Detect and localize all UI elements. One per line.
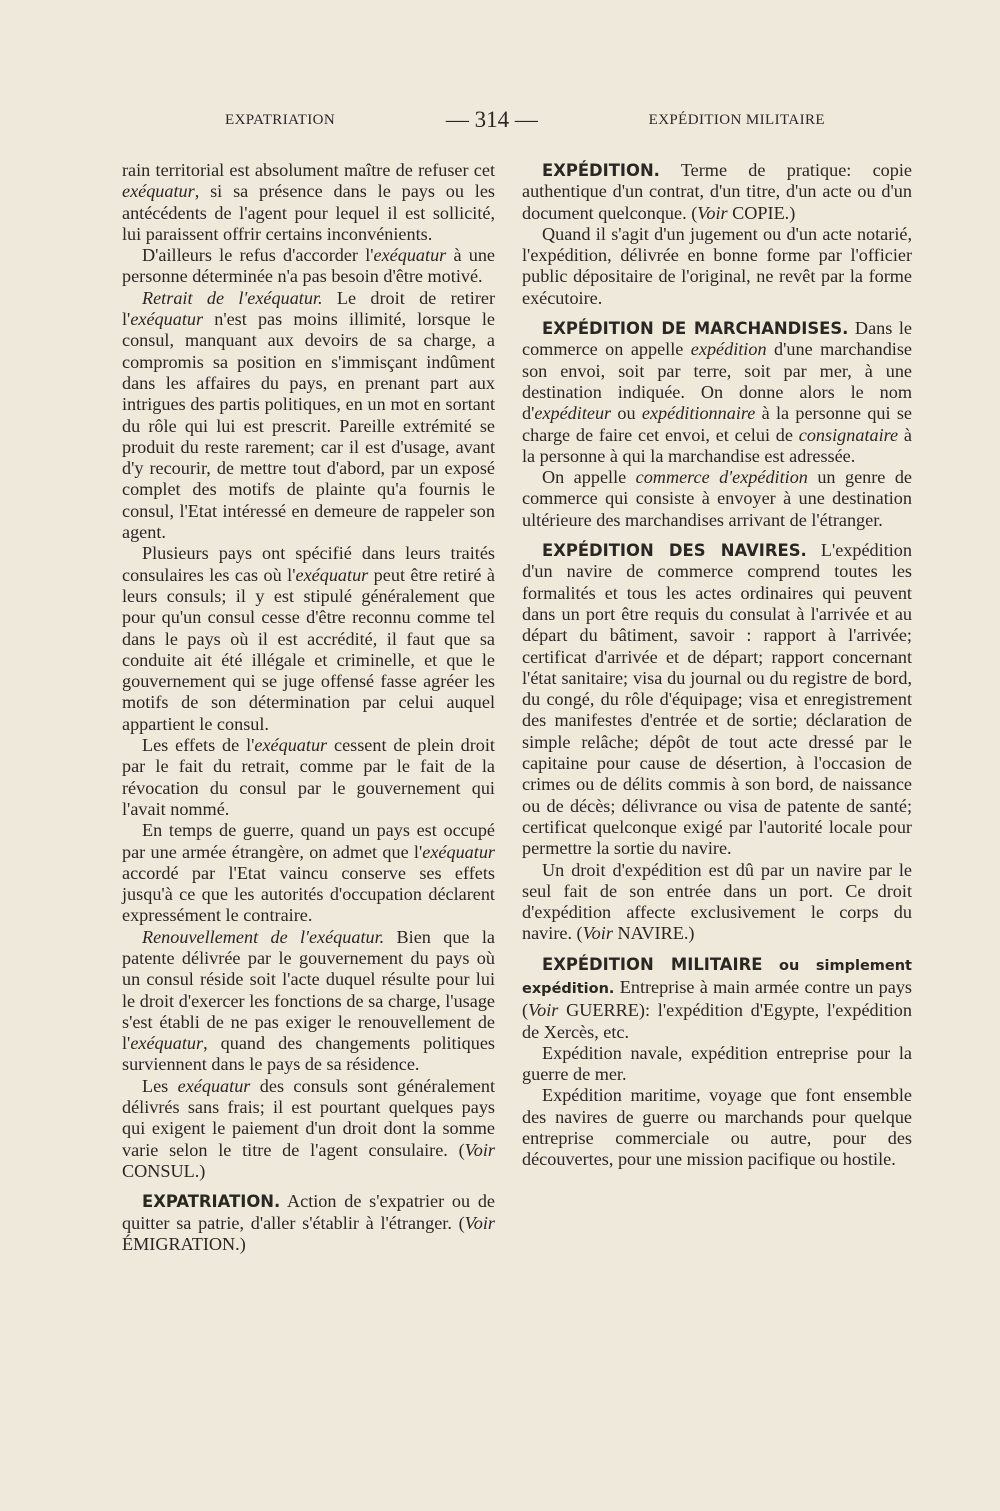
header-left-word: EXPATRIATION <box>225 111 336 128</box>
headword: EXPÉDITION. <box>542 161 660 180</box>
paragraph: Expédition maritime, voyage que font ensemble des navires de guerre ou marchands pour quelque entreprise commerciale ou autre, pour des découvertes, pour une mission pacifique ou hostile. <box>522 1085 912 1170</box>
entry-expedition: EXPÉDITION. Terme de pratique: copie authentique d'un contrat, d'un titre, d'un acte ou d'un document quelconque. (Voir COPIE.) <box>522 160 912 223</box>
entry-expedition-navires: EXPÉDITION DES NAVIRES. L'expédition d'un navire de commerce comprend toutes les formalités et tous les actes ordinaires qui peuvent dans un port être requis du consulat à l'arrivée et au départ du bâtiment, savoir : rapport à l'arrivée; certificat d'arrivée et de départ; rapport concernant l'état sanitaire; visa du journal ou du registre de bord, du congé, du rôle d'équipage; visa et enregistrement des manifestes d'entrée et de sortie; déclaration de simple relâche; dépôt de tout acte dressé par le capitaine pour cause de désertion, à l'occasion de crimes ou de délits commis à son bord, de naissance ou de décès; délivrance ou visa de patente de santé; certificat quelconque exigé par l'autorité locale pour permettre la sortie du navire. <box>522 540 912 859</box>
paragraph: En temps de guerre, quand un pays est occupé par une armée étrangère, on admet que l'exéquatur accordé par l'Etat vaincu conserve ses effets jusqu'à ce que les autorités d'occupation déclarent expressément le contraire. <box>122 820 495 926</box>
paragraph: Expédition navale, expédition entreprise pour la guerre de mer. <box>522 1042 912 1085</box>
page-number: — 314 — <box>445 107 538 132</box>
headword: EXPÉDITION DE MARCHANDISES. <box>542 319 849 339</box>
subheading: Retrait de l'exéquatur. <box>142 287 323 308</box>
paragraph-renouvellement: Renouvellement de l'exéquatur. Bien que la patente délivrée par le gouvernement du pays où un consul réside soit l'acte duquel résulte pour lui le droit d'exercer les fonctions de sa charge, l'usage s'est établi de ne pas exiger le renouvellement de l'exéquatur, quand des changements politiques surviennent dans le pays de sa résidence. <box>122 926 495 1075</box>
headword: EXPATRIATION. <box>142 1192 281 1212</box>
paragraph: Les exéquatur des consuls sont généralement délivrés sans frais; il est pourtant quelques pays qui exigent le paiement d'un droit dont la somme varie selon le titre de l'agent consulaire. (Voir CONSUL.) <box>122 1075 495 1181</box>
headword-sub: ou simplement expédition. <box>522 957 912 997</box>
headword: EXPÉDITION DES NAVIRES. <box>542 541 807 561</box>
paragraph: Quand il s'agit d'un jugement ou d'un acte notarié, l'expédition, délivrée en bonne forme par l'officier public dépositaire de l'original, ne revêt par la forme exécutoire. <box>522 223 912 308</box>
running-header <box>225 100 825 140</box>
left-column <box>122 160 495 1255</box>
right-column <box>522 160 912 1171</box>
paragraph: D'ailleurs le refus d'accorder l'exéquatur à une personne déterminée n'a pas besoin d'être motivé. <box>122 245 495 287</box>
entry-expatriation: EXPATRIATION. Action de s'expatrier ou de quitter sa patrie, d'aller s'établir à l'étranger. (Voir ÉMIGRATION.) <box>122 1191 495 1254</box>
paragraph: Les effets de l'exéquatur cessent de plein droit par le fait du retrait, comme par le fait de la révocation du consul par le gouvernement qui l'avait nommé. <box>122 735 495 819</box>
paragraph: Un droit d'expédition est dû par un navire par le seul fait de son entrée dans un port. Ce droit d'expédition affecte exclusivement le corps du navire. (Voir NAVIRE.) <box>522 859 912 944</box>
entry-expedition-marchandises: EXPÉDITION DE MARCHANDISES. Dans le commerce on appelle expédition d'une marchandise son envoi, soit par terre, soit par mer, à une destination indiquée. On donne alors le nom d'expéditeur ou expéditionnaire à la personne qui se charge de faire cet envoi, et celui de consignataire à la personne à qui la marchandise est adressée. <box>522 318 912 466</box>
paragraph: On appelle commerce d'expédition un genre de commerce qui consiste à envoyer à une destination ultérieure des marchandises arrivant de l'étranger. <box>522 467 912 530</box>
entry-expedition-militaire: EXPÉDITION MILITAIRE ou simplement expédition. Entreprise à main armée contre un pays (Voir GUERRE): l'expédition d'Egypte, l'expédition de Xercès, etc. <box>522 954 912 1042</box>
header-right-word: EXPÉDITION MILITAIRE <box>648 111 825 128</box>
paragraph: Plusieurs pays ont spécifié dans leurs traités consulaires les cas où l'exéquatur peut être retiré à leurs consuls; il y est stipulé généralement que pour qu'un consul cesse d'être reconnu comme tel dans le pays où il est accrédité, il faut que sa conduite ait été illégale et criminelle, et que le gouvernement qui se juge offensé fasse agréer les motifs de son détermination par celui auquel appartient le consul. <box>122 543 495 734</box>
paragraph-retrait: Retrait de l'exéquatur. Le droit de retirer l'exéquatur n'est pas moins illimité, lorsque le consul, manquant aux devoirs de sa charge, a compromis sa position en s'immisçant indûment dans les affaires du pays, en prenant part aux intrigues des partis politiques, en un mot en sortant du rôle qui lui est prescrit. Pareille extrémité se produit du reste rarement; car il est d'usage, avant d'y recourir, de mettre tout d'abord, par un exposé complet des motifs de plainte qu'a fournis le consul, l'Etat intéressé en demeure de rappeler son agent. <box>122 287 495 543</box>
paragraph: rain territorial est absolument maître de refuser cet exéquatur, si sa présence dans le pays ou les antécédents de l'agent pour lequel il est sollicité, lui paraissent offrir certains inconvénients. <box>122 160 495 244</box>
headword: EXPÉDITION MILITAIRE <box>542 954 763 974</box>
subheading: Renouvellement de l'exéquatur. <box>142 926 385 947</box>
